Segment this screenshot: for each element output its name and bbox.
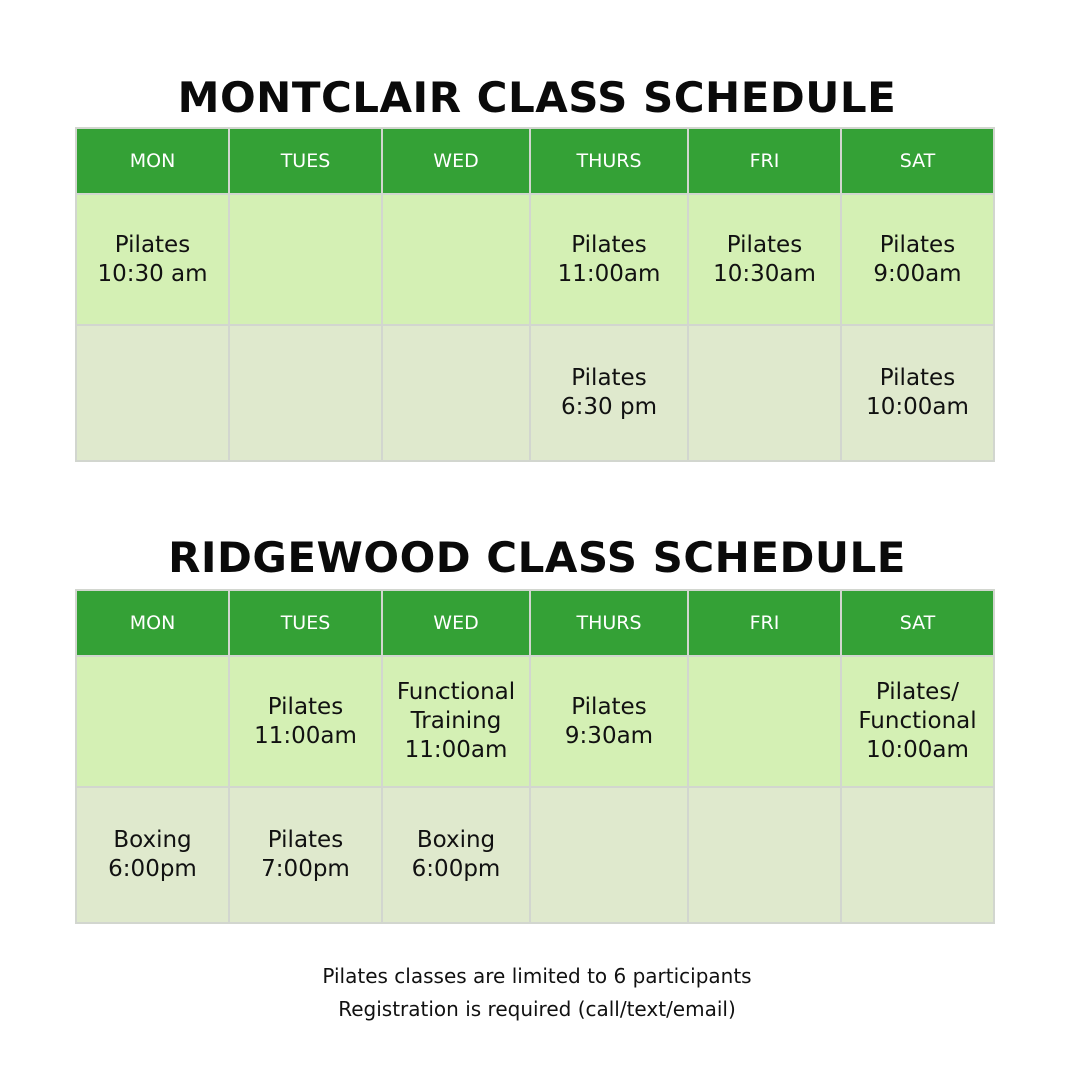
ridgewood-cell-wed-1 (382, 656, 530, 787)
class-name: Pilates (726, 231, 803, 258)
class-name: Pilates (267, 693, 344, 720)
class-time: 6:30 pm (561, 394, 657, 420)
class-name: Boxing (113, 827, 192, 853)
ridgewood-day-wed: WED (382, 590, 530, 656)
class-name: Pilates/ Functional (858, 679, 977, 734)
montclair-day-fri: FRI (688, 128, 841, 194)
class-time: 6:00pm (108, 856, 197, 882)
ridgewood-row-1 (76, 656, 994, 787)
class-time: 9:00am (873, 260, 962, 287)
montclair-day-wed: WED (382, 128, 530, 194)
class-name: Pilates (571, 231, 647, 258)
class-name: Pilates (267, 827, 344, 853)
ridgewood-day-sat: SAT (841, 590, 994, 656)
ridgewood-cell-fri-2 (688, 787, 841, 923)
ridgewood-cell-fri-1 (688, 656, 841, 787)
montclair-cell-wed-2 (382, 325, 530, 461)
ridgewood-schedule-table (75, 589, 995, 924)
class-name: Functional Training (396, 679, 516, 734)
class-time: 11:00am (254, 722, 357, 749)
ridgewood-row-2 (76, 787, 994, 923)
montclair-cell-wed-1 (382, 194, 530, 325)
class-time: 11:00am (557, 260, 661, 287)
montclair-cell-thurs-2 (530, 325, 688, 461)
montclair-day-sat: SAT (841, 128, 994, 194)
montclair-row-1 (76, 194, 994, 325)
class-time: 6:00pm (411, 856, 501, 882)
class-name: Pilates (879, 231, 956, 258)
montclair-header-row (76, 128, 994, 194)
montclair-row-2 (76, 325, 994, 461)
ridgewood-cell-tues-2 (229, 787, 382, 923)
class-time: 10:00am (866, 737, 969, 763)
montclair-schedule-table (75, 127, 995, 462)
ridgewood-day-thurs: THURS (530, 590, 688, 656)
class-name: Pilates (571, 693, 647, 720)
ridgewood-cell-sat-2 (841, 787, 994, 923)
class-name: Pilates (571, 365, 647, 391)
ridgewood-day-mon: MON (76, 590, 229, 656)
ridgewood-header-row (76, 590, 994, 656)
montclair-cell-mon-2 (76, 325, 229, 461)
class-time: 9:30am (564, 722, 654, 749)
ridgewood-cell-wed-2 (382, 787, 530, 923)
montclair-cell-mon-1 (76, 194, 229, 325)
footer-registration-note: Registration is required (call/text/email) (338, 997, 736, 1021)
class-time: 7:00pm (261, 856, 350, 882)
class-time: 10:00am (866, 394, 969, 420)
class-time: 10:30am (713, 260, 816, 287)
ridgewood-cell-sat-1 (841, 656, 994, 787)
montclair-cell-sat-2 (841, 325, 994, 461)
montclair-cell-fri-1 (688, 194, 841, 325)
ridgewood-cell-thurs-1 (530, 656, 688, 787)
ridgewood-cell-mon-1 (76, 656, 229, 787)
ridgewood-cell-thurs-2 (530, 787, 688, 923)
montclair-cell-thurs-1 (530, 194, 688, 325)
class-name: Boxing (416, 827, 496, 853)
ridgewood-day-fri: FRI (688, 590, 841, 656)
montclair-cell-tues-1 (229, 194, 382, 325)
ridgewood-day-tues: TUES (229, 590, 382, 656)
class-time: 10:30 am (97, 260, 208, 287)
footer-participant-limit: Pilates classes are limited to 6 participants (322, 964, 752, 988)
ridgewood-cell-tues-1 (229, 656, 382, 787)
class-name: Pilates (879, 365, 956, 391)
montclair-schedule-title: MONTCLAIR CLASS SCHEDULE (177, 73, 897, 122)
class-name: Pilates (114, 231, 191, 258)
montclair-day-mon: MON (76, 128, 229, 194)
class-time: 11:00am (404, 737, 508, 763)
ridgewood-schedule-title: RIDGEWOOD CLASS SCHEDULE (168, 533, 906, 582)
montclair-cell-fri-2 (688, 325, 841, 461)
montclair-day-thurs: THURS (530, 128, 688, 194)
ridgewood-cell-mon-2 (76, 787, 229, 923)
montclair-cell-tues-2 (229, 325, 382, 461)
montclair-cell-sat-1 (841, 194, 994, 325)
montclair-day-tues: TUES (229, 128, 382, 194)
